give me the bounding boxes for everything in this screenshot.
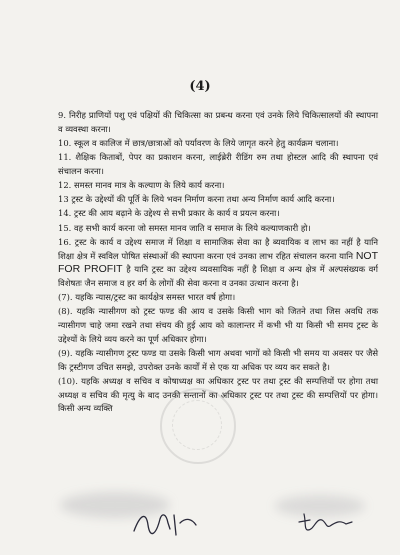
ink-smudge-right [275, 495, 365, 517]
document-body [58, 109, 378, 416]
paragraph-9: 9. निरीह प्राणियों पशु एवं पक्षियों की चिकित्सा का प्रबन्ध करना एवं उनके लिये चिकित्सालयों की स्थापना व व्यवस्था करना। [58, 110, 378, 134]
not-for-profit-emphasis: NOT FOR PROFIT [58, 249, 378, 276]
paragraph-14: 14. ट्रस्ट की आय बढ़ाने के उद्देश्य से सभी प्रकार के कार्य व प्रयत्न करना। [58, 208, 280, 219]
paragraph-16-text-before: 16. ट्रस्ट के कार्य व उद्देश्य समाज में शिक्षा व सामाजिक सेवा का है ब्यवायिक व लाभ का नहीं है यानि शिक्षा क्षेत्र में स्वविल पोषित संस्थाओं की स्थापना करना एवं उनका लाभ रहित संचालन करना यानि [58, 236, 378, 261]
clause-8: (8). यहकि न्यासीगण को ट्रस्ट फण्ड की आय व उसके किसी भाग को जितने तथा जिस अवधि तक न्यासीगण चाहे जमा रखने तथा संचय की हुई आय को कालान्तर में कभी भी या किसी भी समय ट्रस्ट के उद्देश्यों के लिये व्यय करने का पूर्ण अधिकार होगा। [58, 306, 378, 344]
page-number: (4) [189, 79, 211, 94]
paragraph-15: 15. वह सभी कार्य करना जो समस्त मानव जाति व समाज के लिये कल्याणकारी हो। [58, 222, 311, 233]
paragraph-11: 11. शैक्षिक किताबों, पेपर का प्रकाशन करना, लाईब्रेरी रीडिंग रुम तथा होस्टल आदि की स्थापना एवं संचालन करना। [58, 152, 378, 176]
paragraph-10: 10. स्कूल व कालिज में छात्र/छात्राओं को पर्यावरण के लिये जागृत करने हेतु कार्यक्रम चलाना। [58, 137, 339, 148]
signature-right [296, 508, 356, 536]
paragraph-16-text-after: है यानि ट्रस्ट का उद्देश्य व्यवसायिक नहीं है शिक्षा व अन्य क्षेत्र में अल्पसंख्यक वर्ग विशेषतः जैन समाज व हर वर्ग के लोगों की सेवा करना व उनका उत्थान करना है। [58, 264, 378, 288]
paragraph-12: 12. समस्त मानव मात्र के कल्याण के लिये कार्य करना। [58, 180, 225, 191]
clause-10: (10). यहकि अध्यक्ष व सचिव व कोषाध्यक्ष का अधिकार ट्रस्ट पर तथा ट्रस्ट की सम्पत्तियों पर होगा तथा अध्यक्ष व सचिव की मृत्यु के बाद उनकी सन्तानों का अधिकार ट्रस्ट पर तथा ट्रस्ट की सम्पत्तियों पर होगा। किसी अन्य व्यक्ति [58, 375, 378, 414]
paragraph-16 [58, 236, 378, 291]
clause-7: (7). यहकि न्यास/ट्रस्ट का कार्यक्षेत्र समस्त भारत वर्ष होगा। [58, 292, 236, 303]
signature-left [130, 505, 200, 541]
ink-smudge-left [60, 492, 170, 518]
paragraph-13: 13 ट्रस्ट के उद्देश्यों की पूर्ति के लिये भवन निर्माण करना तथा अन्य निर्माण कार्य आदि करना। [58, 194, 335, 205]
clause-9: (9). यहकि न्यासीगण ट्रस्ट फण्ड या उसके किसी भाग अथवा भागों को किसी भी समय या अवसर पर जैसे कि ट्रस्टीगण उचित समझे, उपरोक्त उनके कार्यों में से एक या अधिक पर व्यय कर सकते है। [58, 347, 378, 372]
